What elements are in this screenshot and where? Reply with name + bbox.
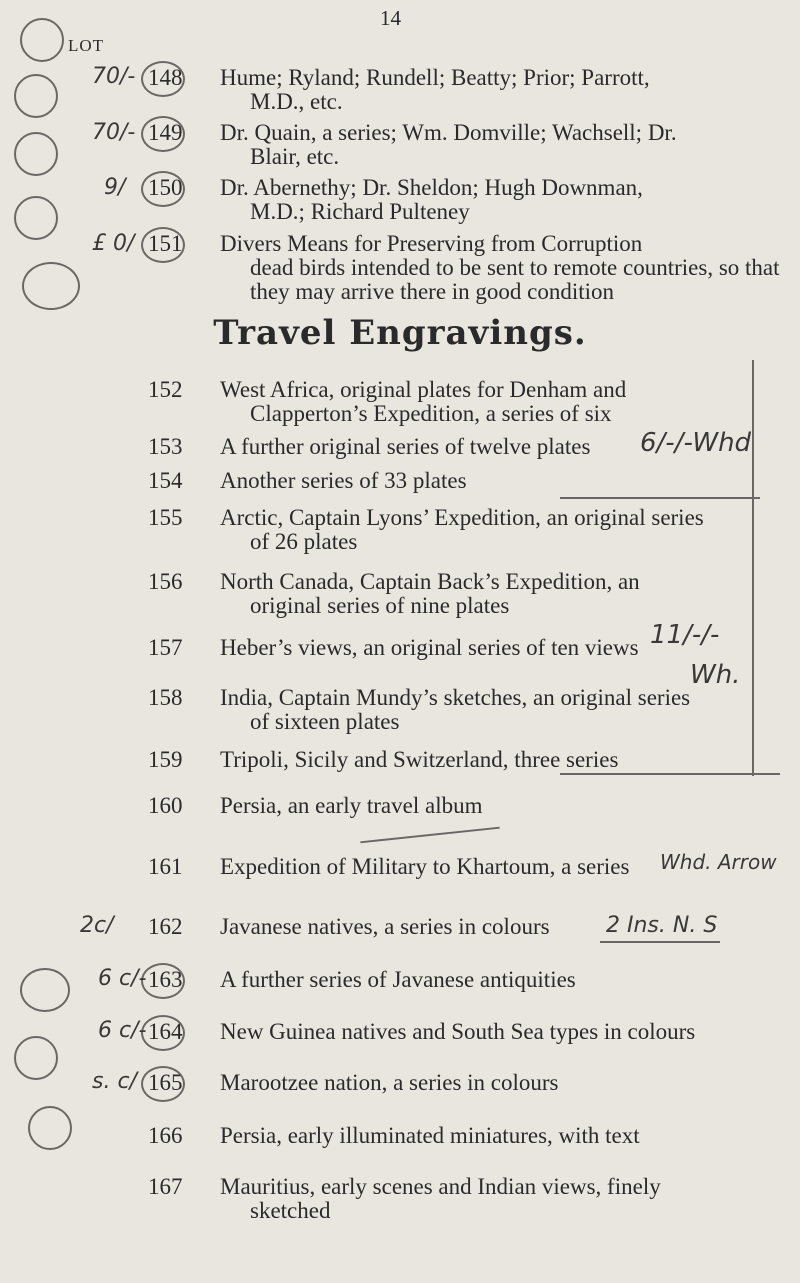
- lot-number: 159: [148, 747, 183, 772]
- lot-description-cont: Blair, etc.: [250, 144, 340, 169]
- lot-description-cont: dead birds intended to be sent to remote countries, so that they may arrive there in good condition: [250, 255, 780, 304]
- section-title: Travel Engravings.: [213, 313, 587, 353]
- price-annotation: 11/-/-: [650, 620, 720, 650]
- lot-number: 154: [148, 468, 183, 493]
- lot-description: Arctic, Captain Lyons’ Expedition, an original series: [220, 505, 704, 530]
- lot-number: 156: [148, 569, 183, 594]
- pencil-tick-mark-icon: [14, 196, 58, 240]
- lot-number-circle: [141, 171, 185, 207]
- lot-number: 157: [148, 635, 183, 660]
- lot-description: Heber’s views, an original series of ten views: [220, 635, 639, 660]
- price-annotation: s. c/: [92, 1069, 137, 1094]
- lot-number: 158: [148, 685, 183, 710]
- lot-description-cont: Clapperton’s Expedition, a series of six: [250, 401, 612, 426]
- lot-description: Dr. Quain, a series; Wm. Domville; Wachsell; Dr.: [220, 120, 677, 145]
- pencil-tick-mark-icon: [14, 1036, 58, 1080]
- lot-number-circle: [141, 227, 185, 263]
- bracket-line: [560, 773, 780, 775]
- lot-number-circle: [141, 116, 185, 152]
- lot-number: 151: [148, 231, 183, 256]
- lot-description: Marootzee nation, a series in colours: [220, 1070, 559, 1095]
- lot-number-circle: [141, 1066, 185, 1102]
- lot-description: Javanese natives, a series in colours: [220, 914, 550, 939]
- lot-description: Divers Means for Preserving from Corruption: [220, 231, 643, 256]
- lot-description-cont: sketched: [250, 1198, 331, 1223]
- lot-number: 165: [148, 1070, 183, 1095]
- lot-number: 166: [148, 1123, 183, 1148]
- pencil-tick-mark-icon: [14, 74, 58, 118]
- pencil-tick-mark-icon: [28, 1106, 72, 1150]
- lot-description: North Canada, Captain Back’s Expedition, an: [220, 569, 640, 594]
- page-number: 14: [380, 6, 401, 30]
- lot-description: Another series of 33 plates: [220, 468, 467, 493]
- pencil-tick-mark-icon: [20, 968, 70, 1012]
- lot-description-cont: of sixteen plates: [250, 709, 400, 734]
- lot-description: A further series of Javanese antiquities: [220, 967, 576, 992]
- price-annotation: 70/-: [92, 120, 136, 145]
- lot-number: 160: [148, 793, 183, 818]
- price-annotation: 6 c/-: [98, 1018, 147, 1043]
- buyer-annotation: Whd. Arrow: [660, 850, 777, 874]
- bracket-line: [600, 941, 720, 943]
- pencil-tick-mark-icon: [20, 18, 64, 62]
- lot-description: Tripoli, Sicily and Switzerland, three series: [220, 747, 619, 772]
- lot-number: 153: [148, 434, 183, 459]
- lot-description-cont: original series of nine plates: [250, 593, 510, 618]
- lot-number: 155: [148, 505, 183, 530]
- lot-description: Hume; Ryland; Rundell; Beatty; Prior; Parrott,: [220, 65, 650, 90]
- lot-description: Persia, early illuminated miniatures, with text: [220, 1123, 640, 1148]
- bracket-line: [752, 360, 754, 776]
- lot-description-cont: of 26 plates: [250, 529, 358, 554]
- lot-number-circle: [141, 963, 185, 999]
- bracket-line: [360, 827, 499, 844]
- buyer-annotation: Wh.: [690, 660, 741, 690]
- lot-description: Dr. Abernethy; Dr. Sheldon; Hugh Downman,: [220, 175, 643, 200]
- lot-number: 150: [148, 175, 183, 200]
- lot-description: Expedition of Military to Khartoum, a series: [220, 854, 630, 879]
- lot-number: 162: [148, 914, 183, 939]
- lot-number: 152: [148, 377, 183, 402]
- lot-description: Mauritius, early scenes and Indian views, finely: [220, 1174, 661, 1199]
- lot-number: 149: [148, 120, 183, 145]
- bracket-line: [560, 497, 760, 499]
- lot-description-cont: M.D.; Richard Pulteney: [250, 199, 470, 224]
- lot-description-cont: M.D., etc.: [250, 89, 343, 114]
- lot-number: 148: [148, 65, 183, 90]
- lot-number: 163: [148, 967, 183, 992]
- lot-description: New Guinea natives and South Sea types in colours: [220, 1019, 696, 1044]
- lot-description: A further original series of twelve plates: [220, 434, 591, 459]
- price-annotation: 9/: [104, 175, 126, 200]
- lot-number: 161: [148, 854, 183, 879]
- lot-description: Persia, an early travel album: [220, 793, 483, 818]
- lot-description: West Africa, original plates for Denham and: [220, 377, 627, 402]
- lot-number: 164: [148, 1019, 183, 1044]
- pencil-tick-mark-icon: [14, 132, 58, 176]
- price-annotation: £ 0/: [92, 231, 135, 256]
- lot-number: 167: [148, 1174, 183, 1199]
- pencil-tick-mark-icon: [22, 262, 80, 310]
- buyer-annotation: 2 Ins. N. S: [606, 913, 718, 938]
- price-annotation: 2c/: [80, 913, 114, 938]
- lot-number-circle: [141, 61, 185, 97]
- lot-number-circle: [141, 1015, 185, 1051]
- price-annotation: 70/-: [92, 64, 136, 89]
- price-annotation: 6 c/-: [98, 966, 147, 991]
- buyer-annotation: 6/-/-Whd: [640, 428, 752, 458]
- lot-column-header: LOT: [68, 36, 105, 55]
- lot-description: India, Captain Mundy’s sketches, an original series: [220, 685, 691, 710]
